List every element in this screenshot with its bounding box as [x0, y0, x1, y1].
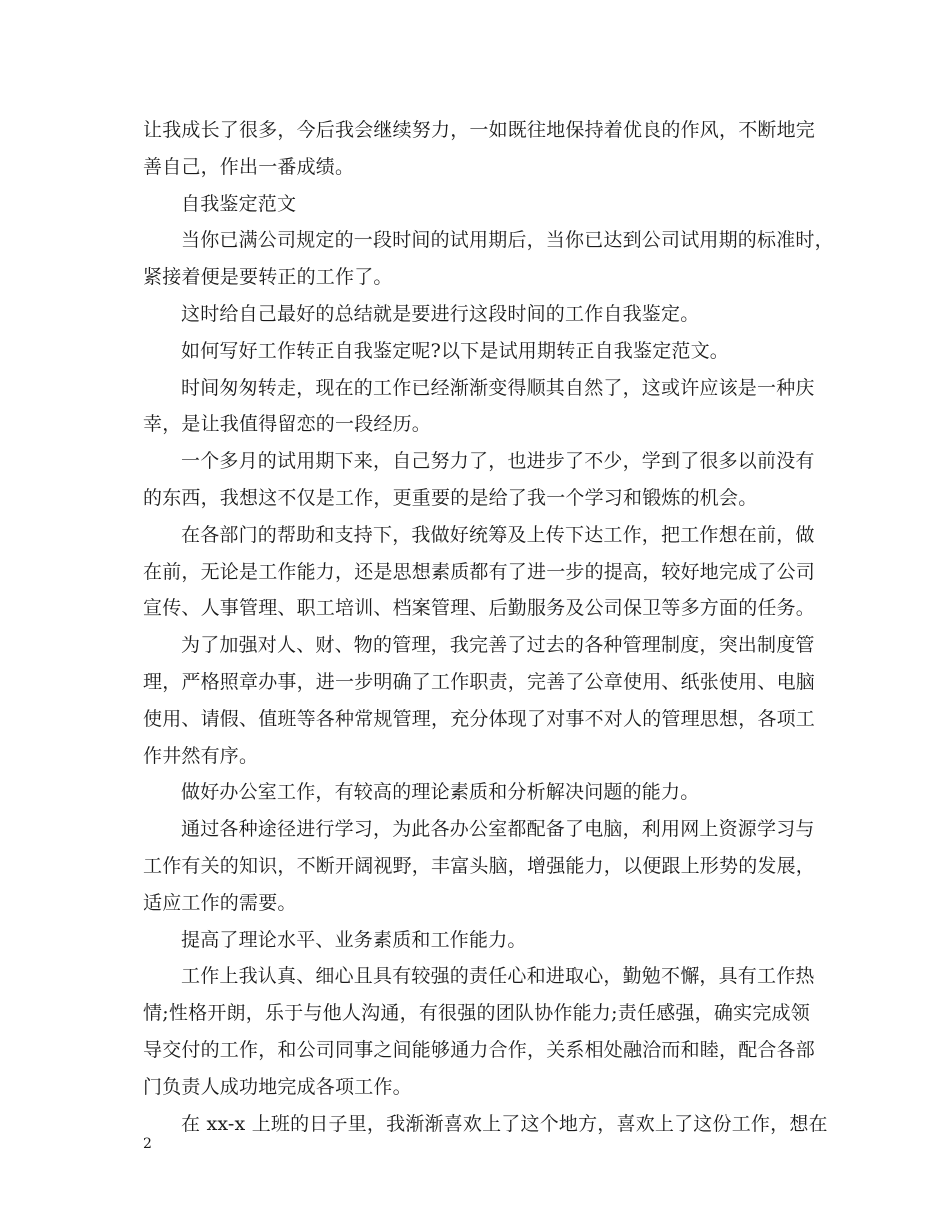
text-line: 让我成长了很多，今后我会继续努力，一如既往地保持着优良的作风，不断地完	[143, 119, 816, 141]
text-line: 一个多月的试用期下来，自己努力了，也进步了不少，学到了很多以前没有	[181, 450, 815, 473]
text-line: 导交付的工作，和公司同事之间能够通力合作，关系相处融洽而和睦，配合各部	[143, 1038, 816, 1061]
text-line: 在 xx-x 上班的日子里，我渐渐喜欢上了这个地方，喜欢上了这份工作，想在	[181, 1112, 828, 1135]
text-line: 工作有关的知识，不断开阔视野，丰富头脑，增强能力，以便跟上形势的发展，	[143, 854, 816, 877]
text-line: 宣传、人事管理、职工培训、档案管理、后勤服务及公司保卫等多方面的任务。	[143, 597, 816, 620]
text-line: 自我鉴定范文	[181, 192, 297, 215]
document-body	[143, 112, 834, 1142]
text-line: 在各部门的帮助和支持下，我做好统筹及上传下达工作，把工作想在前，做	[181, 523, 815, 546]
text-line: 幸，是让我值得留恋的一段经历。	[143, 413, 432, 436]
text-line: 善自己，作出一番成绩。	[143, 155, 355, 178]
text-line: 为了加强对人、财、物的管理，我完善了过去的各种管理制度，突出制度管	[181, 634, 815, 657]
page-number: 2	[143, 1136, 152, 1152]
text-line: 的东西，我想这不仅是工作，更重要的是给了我一个学习和锻炼的机会。	[143, 486, 758, 509]
text-line: 通过各种途径进行学习，为此各办公室都配备了电脑，利用网上资源学习与	[181, 818, 815, 841]
text-line: 情;性格开朗，乐于与他人沟通，有很强的团队协作能力;责任感强，确实完成领	[143, 1002, 810, 1025]
text-line: 紧接着便是要转正的工作了。	[143, 266, 393, 289]
text-line: 理，严格照章办事，进一步明确了工作职责，完善了公章使用、纸张使用、电脑	[143, 670, 816, 693]
text-line: 如何写好工作转正自我鉴定呢?以下是试用期转正自我鉴定范文。	[181, 339, 729, 362]
text-line: 时间匆匆转走，现在的工作已经渐渐变得顺其自然了，这或许应该是一种庆	[181, 376, 815, 399]
text-line: 工作上我认真、细心且具有较强的责任心和进取心，勤勉不懈，具有工作热	[181, 965, 815, 988]
text-line: 这时给自己最好的总结就是要进行这段时间的工作自我鉴定。	[181, 302, 700, 325]
text-line: 在前，无论是工作能力，还是思想素质都有了进一步的提高，较好地完成了公司	[143, 560, 816, 583]
text-line: 适应工作的需要。	[143, 891, 297, 914]
text-line: 使用、请假、值班等各种常规管理，充分体现了对事不对人的管理思想，各项工	[143, 707, 816, 730]
text-line: 做好办公室工作，有较高的理论素质和分析解决问题的能力。	[181, 781, 700, 804]
text-line: 当你已满公司规定的一段时间的试用期后，当你已达到公司试用期的标准时，	[181, 229, 834, 252]
text-line: 提高了理论水平、业务素质和工作能力。	[181, 928, 527, 951]
text-line: 作井然有序。	[143, 744, 259, 767]
text-line: 门负责人成功地完成各项工作。	[143, 1075, 412, 1098]
